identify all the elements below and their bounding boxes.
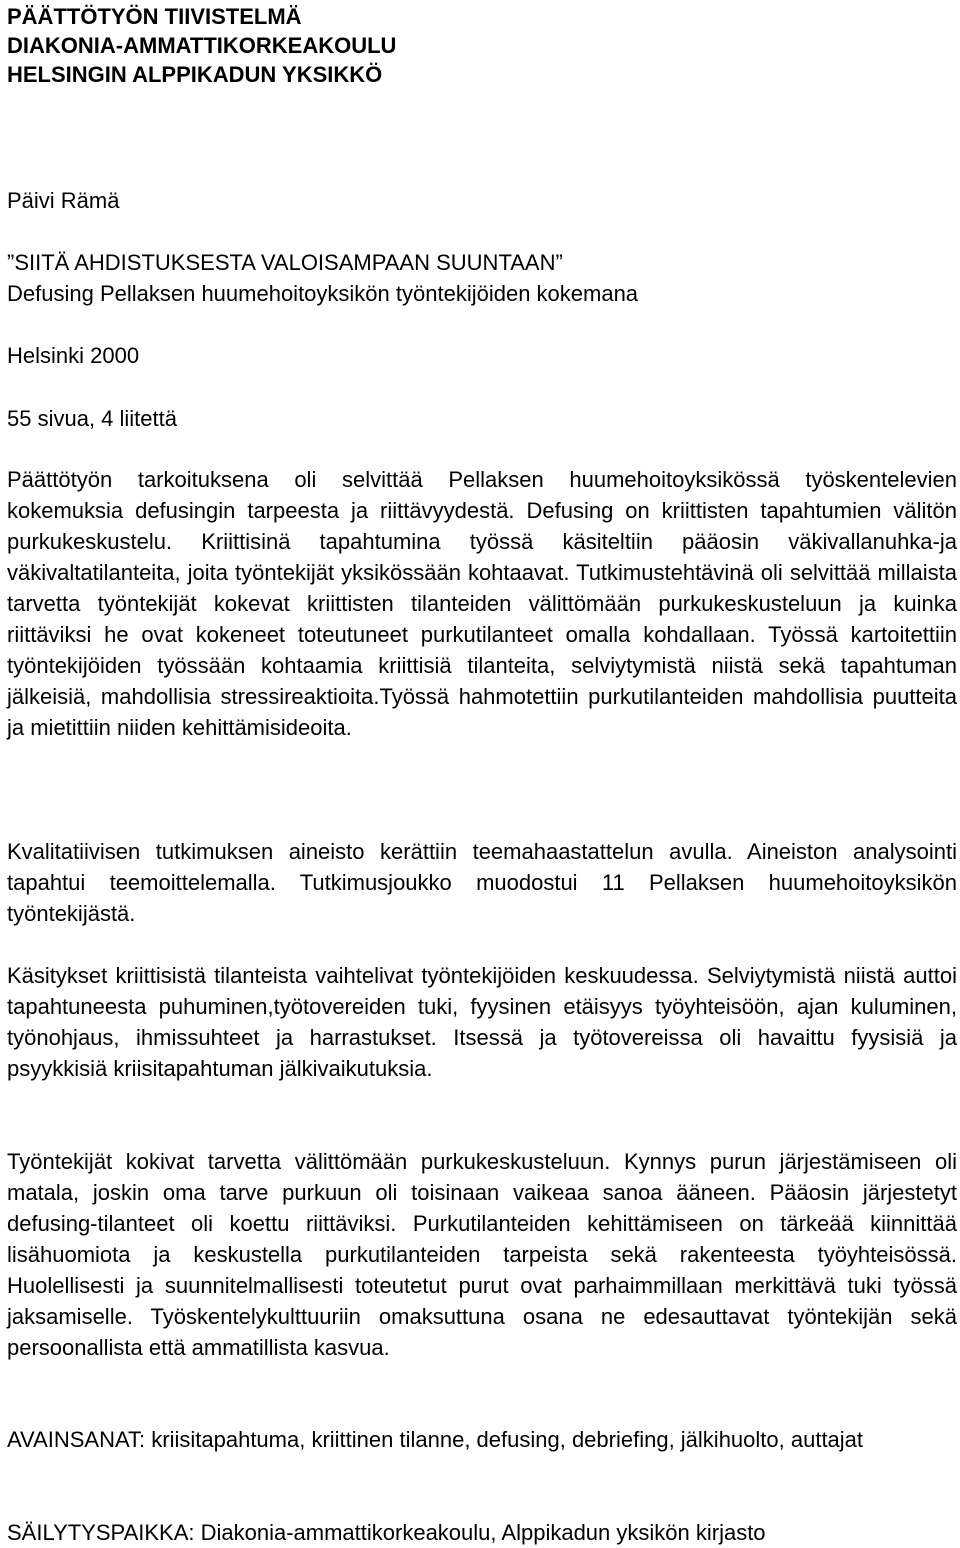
header-title: PÄÄTTÖTYÖN TIIVISTELMÄ (7, 4, 302, 29)
abstract-paragraph-conclusions: Työntekijät kokivat tarvetta välittömään purkukeskusteluun. Kynnys purun järjestämiseen oli matala, joskin oma tarve purkuun oli toisinaan vaikeaa sanoa ääneen. Pääosin järjestetyt defusing-tilanteet oli koettu riittäviksi. Purkutilanteiden kehittämiseen on tärkeää kiinnittää lisähuomiota ja keskustella purkutilanteiden tarpeista sekä rakenteesta työyhteisössä. Huolellisesti ja suunnitelmallisesti toteutetut purut ovat parhaimmillaan merkittävä tuki työssä jaksamiselle. Työskentelykulttuuriin omaksuttuna osana ne edesauttavat työntekijän sekä persoonallista että ammatillista kasvua. (7, 1149, 957, 1360)
thesis-title-block (7, 247, 638, 309)
abstract-paragraph-results: Käsitykset kriittisistä tilanteista vaihtelivat työntekijöiden keskuudessa. Selviytymistä niistä auttoi tapahtuneesta puhuminen,työtovereiden tuki, fyysinen etäisyys työyhteisöön, ajan kuluminen, työnohjaus, ihmissuhteet ja harrastukset. Itsessä ja työtovereissa oli havaittu fyysisiä ja psyykkisiä kriisitapahtuman jälkivaikutuksia. (7, 963, 957, 1081)
thesis-title: ”SIITÄ AHDISTUKSESTA VALOISAMPAAN SUUNTAAN” (7, 250, 563, 275)
keywords-label: AVAINSANAT: (7, 1427, 146, 1452)
header-institution: DIAKONIA-AMMATTIKORKEAKOULU (7, 33, 397, 58)
abstract-paragraph-purpose: Päättötyön tarkoituksena oli selvittää Pellaksen huumehoitoyksikössä työskentelevien kokemuksia defusingin tarpeesta ja riittävyydestä. Defusing on kriittisten tapahtumien välitön purkukeskustelu. Kriittisinä tapahtumina työssä käsiteltiin pääosin väkivallanuhka-ja väkivaltatilanteita, joita työntekijät yksikössään kohtaavat. Tutkimustehtävinä oli selvittää millaista tarvetta työntekijät kokevat kriittisten tilanteiden välittömään purkukeskusteluun ja kuinka riittäviksi he ovat kokeneet toteutuneet purkutilanteet omalla kohdallaan. Työssä kartoitettiin työntekijöiden työssään kohtaamia kriittisiä tilanteita, selviytymistä niistä sekä tapahtuman jälkeisiä, mahdollisia stressireaktioita.Työssä hahmotettiin purkutilanteiden mahdollisia puutteita ja mietittiin niiden kehittämisideoita. (7, 467, 957, 740)
document-page (7, 0, 957, 1545)
author-name: Päivi Rämä (7, 188, 120, 213)
keywords-text: kriisitapahtuma, kriittinen tilanne, defusing, debriefing, jälkihuolto, auttajat (151, 1427, 864, 1452)
page-count: 55 sivua, 4 liitettä (7, 406, 177, 431)
thesis-subtitle: Defusing Pellaksen huumehoitoyksikön työntekijöiden kokemana (7, 281, 639, 306)
abstract-paragraph-method: Kvalitatiivisen tutkimuksen aineisto kerättiin teemahaastattelun avulla. Aineiston analysointi tapahtui teemoittelemalla. Tutkimusjoukko muodostui 11 Pellaksen huumehoitoyksikön työntekijästä. (7, 839, 957, 926)
storage-location (7, 1517, 957, 1548)
header-unit: HELSINGIN ALPPIKADUN YKSIKKÖ (7, 62, 383, 87)
place-year: Helsinki 2000 (7, 343, 140, 368)
storage-label: SÄILYTYSPAIKKA: (7, 1520, 195, 1545)
keywords (7, 1424, 957, 1455)
storage-text: Diakonia-ammattikorkeakoulu, Alppikadun yksikön kirjasto (200, 1520, 766, 1545)
